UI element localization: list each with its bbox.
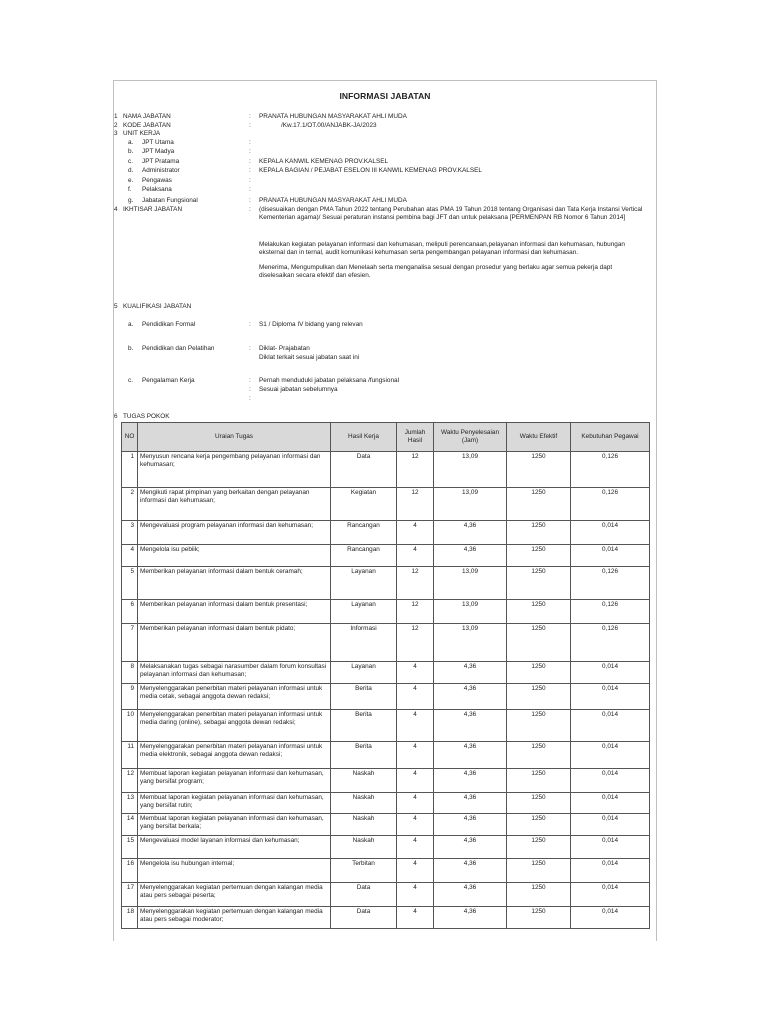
item-label: Pelaksana xyxy=(142,186,172,193)
item-letter: f. xyxy=(128,186,132,193)
task-waktu-efektif: 1250 xyxy=(507,710,571,742)
item-letter: e. xyxy=(128,177,134,184)
column-header-waktu-efektif: Waktu Efektif xyxy=(507,423,571,452)
item-colon: : xyxy=(249,395,251,402)
task-hasil-kerja: Berita xyxy=(331,710,397,742)
column-header-waktu-penyelesaian: Waktu Penyelesaian (Jam) xyxy=(434,423,507,452)
task-description: Menyelenggarakan penerbitan materi pelayanan informasi untuk media elektronik, sebagai anggota dewan redaksi; xyxy=(138,742,331,769)
task-jumlah-hasil: 4 xyxy=(397,793,434,814)
item-label: JPT Pratama xyxy=(142,158,180,165)
task-waktu-efektif: 1250 xyxy=(507,769,571,793)
task-hasil-kerja: Layanan xyxy=(331,662,397,684)
item-letter: g. xyxy=(128,197,134,204)
table-row xyxy=(122,488,650,521)
task-jumlah-hasil: 4 xyxy=(397,742,434,769)
field-label: KODE JABATAN xyxy=(123,122,171,129)
item-letter: a. xyxy=(128,321,134,328)
task-waktu-penyelesaian: 13,09 xyxy=(434,452,507,488)
task-waktu-penyelesaian: 4,36 xyxy=(434,769,507,793)
task-jumlah-hasil: 12 xyxy=(397,624,434,662)
ikhtisar-paragraph-2: Melakukan kegiatan pelayanan informasi dan kehumasan, meliputi perencanaan,pelayanan informasi dan kehumasan, hubungan eksternal dan in ternal, audit komunikasi kehumasan serta pengembangan pelayanan informasi dan kehumasan. xyxy=(259,241,625,256)
task-waktu-penyelesaian: 4,36 xyxy=(434,521,507,545)
task-jumlah-hasil: 4 xyxy=(397,859,434,883)
table-row xyxy=(122,814,650,836)
table-row xyxy=(122,452,650,488)
task-waktu-efektif: 1250 xyxy=(507,567,571,600)
task-kebutuhan-pegawai: 0,014 xyxy=(571,545,650,567)
task-no: 2 xyxy=(122,488,138,521)
task-waktu-efektif: 1250 xyxy=(507,488,571,521)
task-description: Mengelola isu pebiik; xyxy=(138,545,331,567)
task-no: 15 xyxy=(122,836,138,859)
task-waktu-efektif: 1250 xyxy=(507,793,571,814)
task-hasil-kerja: Berita xyxy=(331,742,397,769)
task-waktu-efektif: 1250 xyxy=(507,545,571,567)
table-row xyxy=(122,567,650,600)
task-no: 17 xyxy=(122,883,138,907)
task-kebutuhan-pegawai: 0,014 xyxy=(571,836,650,859)
item-colon: : xyxy=(249,345,251,352)
task-description: Menyusun rencana kerja pengembang pelayanan informasi dan kehumasan; xyxy=(138,452,331,488)
task-no: 6 xyxy=(122,600,138,624)
task-description: Mengikuti rapat pimpinan yang berkaitan dengan pelayanan informasi dan kehumasan; xyxy=(138,488,331,521)
task-description: Membuat laporan kegiatan pelayanan informasi dan kehumasan, yang bersifat berkala; xyxy=(138,814,331,836)
task-waktu-penyelesaian: 4,36 xyxy=(434,836,507,859)
field-number: 2 xyxy=(114,122,118,129)
item-colon: : xyxy=(249,167,251,174)
task-description: Mengevaluasi program pelayanan informasi dan kehumasan; xyxy=(138,521,331,545)
task-kebutuhan-pegawai: 0,014 xyxy=(571,742,650,769)
item-label: Administrator xyxy=(142,167,180,174)
task-hasil-kerja: Berita xyxy=(331,684,397,710)
task-jumlah-hasil: 12 xyxy=(397,600,434,624)
field-number: 4 xyxy=(114,206,118,213)
field-colon: : xyxy=(249,122,251,129)
table-row xyxy=(122,684,650,710)
item-value: S1 / Diploma IV bidang yang relevan xyxy=(259,321,363,328)
table-row xyxy=(122,600,650,624)
item-value: KEPALA BAGIAN / PEJABAT ESELON III KANWIL KEMENAG PROV.KALSEL xyxy=(259,167,482,174)
item-label: JPT Madya xyxy=(142,148,175,155)
task-hasil-kerja: Layanan xyxy=(331,600,397,624)
task-hasil-kerja: Data xyxy=(331,883,397,907)
item-label: Jabatan Fungsional xyxy=(142,197,198,204)
task-description: Memberikan pelayanan informasi dalam bentuk pidato; xyxy=(138,624,331,662)
task-jumlah-hasil: 4 xyxy=(397,814,434,836)
task-kebutuhan-pegawai: 0,014 xyxy=(571,662,650,684)
task-hasil-kerja: Terbitan xyxy=(331,859,397,883)
task-no: 8 xyxy=(122,662,138,684)
task-jumlah-hasil: 4 xyxy=(397,769,434,793)
item-colon: : xyxy=(249,321,251,328)
task-jumlah-hasil: 4 xyxy=(397,710,434,742)
task-description: Memberikan pelayanan informasi dalam bentuk ceramah; xyxy=(138,567,331,600)
task-hasil-kerja: Naskah xyxy=(331,836,397,859)
table-row xyxy=(122,883,650,907)
field-label: KUALIFIKASI JABATAN xyxy=(123,303,192,310)
task-description: Menyelenggarakan penerbitan materi pelayanan informasi untuk media cetak, sebagai anggota dewan redaksi; xyxy=(138,684,331,710)
task-kebutuhan-pegawai: 0,014 xyxy=(571,859,650,883)
table-row xyxy=(122,793,650,814)
task-kebutuhan-pegawai: 0,014 xyxy=(571,684,650,710)
item-letter: c. xyxy=(128,158,133,165)
item-label: Pendidikan dan Pelatihan xyxy=(142,345,215,352)
task-description: Menyelenggarakan kegiatan pertemuan dengan kalangan media atau pers sebagai peserta; xyxy=(138,883,331,907)
item-label: Pendidikan Formal xyxy=(142,321,196,328)
task-jumlah-hasil: 12 xyxy=(397,567,434,600)
item-colon: : xyxy=(249,158,251,165)
task-waktu-efektif: 1250 xyxy=(507,883,571,907)
task-hasil-kerja: Naskah xyxy=(331,793,397,814)
task-waktu-efektif: 1250 xyxy=(507,859,571,883)
ikhtisar-paragraph-1: (disesuaikan dengan PMA Tahun 2022 tentang Perubahan atas PMA 19 Tahun 2018 tentang Organisasi dan Tata Kerja Instansi Vertical Kementerian agama)/ Sesuai peraturan instansi pembina bagi JFT dan untuk pelaksana [PERMENPAN RB Nomor 6 Tahun 2014] xyxy=(259,206,643,221)
task-no: 14 xyxy=(122,814,138,836)
task-hasil-kerja: Informasi xyxy=(331,624,397,662)
table-row xyxy=(122,859,650,883)
item-colon: : xyxy=(249,186,251,193)
task-hasil-kerja: Data xyxy=(331,452,397,488)
task-no: 16 xyxy=(122,859,138,883)
task-no: 1 xyxy=(122,452,138,488)
task-jumlah-hasil: 12 xyxy=(397,488,434,521)
task-jumlah-hasil: 4 xyxy=(397,521,434,545)
task-waktu-penyelesaian: 4,36 xyxy=(434,883,507,907)
task-waktu-penyelesaian: 13,09 xyxy=(434,488,507,521)
item-colon: : xyxy=(249,377,251,384)
field-value: /Kw.17.1/OT.00/ANJABK-JA/2023 xyxy=(281,122,377,129)
document-page xyxy=(113,80,657,941)
document-title: INFORMASI JABATAN xyxy=(339,91,431,101)
task-no: 13 xyxy=(122,793,138,814)
task-hasil-kerja: Kegiatan xyxy=(331,488,397,521)
task-jumlah-hasil: 4 xyxy=(397,662,434,684)
task-waktu-penyelesaian: 4,36 xyxy=(434,859,507,883)
task-jumlah-hasil: 4 xyxy=(397,836,434,859)
task-description: Mengevaluasi model layanan informasi dan kehumasan; xyxy=(138,836,331,859)
table-row xyxy=(122,742,650,769)
task-description: Membuat laporan kegiatan pelayanan informasi dan kehumasan, yang bersifat rutin; xyxy=(138,793,331,814)
task-description: Membuat laporan kegiatan pelayanan informasi dan kehumasan, yang bersifat program; xyxy=(138,769,331,793)
task-waktu-efektif: 1250 xyxy=(507,814,571,836)
task-waktu-penyelesaian: 4,36 xyxy=(434,710,507,742)
task-kebutuhan-pegawai: 0,126 xyxy=(571,600,650,624)
task-hasil-kerja: Rancangan xyxy=(331,521,397,545)
task-description: Menyelenggarakan kegiatan pertemuan dengan kalangan media atau pers sebagai moderator; xyxy=(138,907,331,929)
task-description: Mengelola isu hubungan internal; xyxy=(138,859,331,883)
ikhtisar-paragraph-3: Menerima, Mengumpulkan dan Menelaah serta menganalisa sesual dengan prosedur yang berlaku agar semua pekerja dapt diselesaikan secara efektif dan efesien. xyxy=(259,264,613,279)
task-kebutuhan-pegawai: 0,126 xyxy=(571,624,650,662)
task-kebutuhan-pegawai: 0,014 xyxy=(571,814,650,836)
task-waktu-efektif: 1250 xyxy=(507,624,571,662)
task-kebutuhan-pegawai: 0,014 xyxy=(571,883,650,907)
item-label: Pengawas xyxy=(142,177,172,184)
field-label: NAMA JABATAN xyxy=(123,113,171,120)
task-no: 11 xyxy=(122,742,138,769)
task-description: Memberikan pelayanan informasi dalam bentuk presentasi; xyxy=(138,600,331,624)
task-kebutuhan-pegawai: 0,126 xyxy=(571,488,650,521)
item-letter: c. xyxy=(128,377,133,384)
task-no: 10 xyxy=(122,710,138,742)
task-no: 3 xyxy=(122,521,138,545)
field-label: UNIT KERJA xyxy=(123,130,161,137)
table-row xyxy=(122,769,650,793)
task-no: 12 xyxy=(122,769,138,793)
task-description: Melaksanakan tugas sebagai narasumber dalam forum konsultasi pelayanan informasi dan kehumasan; xyxy=(138,662,331,684)
item-colon: : xyxy=(249,148,251,155)
task-waktu-efektif: 1250 xyxy=(507,521,571,545)
item-colon: : xyxy=(249,386,251,393)
task-waktu-efektif: 1250 xyxy=(507,452,571,488)
task-waktu-penyelesaian: 4,36 xyxy=(434,545,507,567)
task-kebutuhan-pegawai: 0,014 xyxy=(571,710,650,742)
item-label: Pengalaman Kerja xyxy=(142,377,195,384)
item-letter: b. xyxy=(128,148,134,155)
task-kebutuhan-pegawai: 0,126 xyxy=(571,567,650,600)
column-header-uraian-tugas: Uraian Tugas xyxy=(138,423,331,452)
task-waktu-efektif: 1250 xyxy=(507,742,571,769)
task-hasil-kerja: Layanan xyxy=(331,567,397,600)
field-number: 5 xyxy=(114,303,118,310)
task-waktu-efektif: 1250 xyxy=(507,836,571,859)
task-hasil-kerja: Data xyxy=(331,907,397,929)
task-no: 9 xyxy=(122,684,138,710)
field-value: PRANATA HUBUNGAN MASYARAKAT AHLI MUDA xyxy=(259,113,407,120)
task-hasil-kerja: Rancangan xyxy=(331,545,397,567)
task-kebutuhan-pegawai: 0,014 xyxy=(571,769,650,793)
field-number: 6 xyxy=(114,413,118,420)
item-value: Diklat- Prajabatan xyxy=(259,345,310,352)
table-row xyxy=(122,545,650,567)
task-kebutuhan-pegawai: 0,014 xyxy=(571,521,650,545)
task-waktu-penyelesaian: 4,36 xyxy=(434,814,507,836)
task-waktu-penyelesaian: 13,09 xyxy=(434,567,507,600)
task-waktu-penyelesaian: 4,36 xyxy=(434,907,507,929)
task-no: 5 xyxy=(122,567,138,600)
item-colon: : xyxy=(249,139,251,146)
task-jumlah-hasil: 4 xyxy=(397,545,434,567)
task-jumlah-hasil: 4 xyxy=(397,684,434,710)
tugas-pokok-table-body xyxy=(122,452,650,929)
task-no: 18 xyxy=(122,907,138,929)
item-value: Sesuai jabatan sebelumnya xyxy=(259,386,338,393)
task-waktu-penyelesaian: 13,09 xyxy=(434,600,507,624)
task-jumlah-hasil: 4 xyxy=(397,907,434,929)
table-row xyxy=(122,521,650,545)
column-header-kebutuhan-pegawai: Kebutuhan Pegawai xyxy=(571,423,650,452)
task-waktu-penyelesaian: 4,36 xyxy=(434,662,507,684)
task-kebutuhan-pegawai: 0,014 xyxy=(571,793,650,814)
item-letter: d. xyxy=(128,167,134,174)
field-number: 3 xyxy=(114,130,118,137)
table-row xyxy=(122,907,650,929)
task-waktu-penyelesaian: 4,36 xyxy=(434,793,507,814)
item-colon: : xyxy=(249,177,251,184)
column-header-jumlah-hasil: Jumlah Hasil xyxy=(397,423,434,452)
task-waktu-efektif: 1250 xyxy=(507,600,571,624)
field-label: TUGAS POKOK xyxy=(123,413,170,420)
task-jumlah-hasil: 12 xyxy=(397,452,434,488)
column-header-hasil-kerja: Hasil Kerja xyxy=(331,423,397,452)
task-description: Menyelenggarakan penerbitan materi pelayanan informasi untuk media daring (online), sebagai anggota dewan redaksi; xyxy=(138,710,331,742)
task-waktu-penyelesaian: 4,36 xyxy=(434,742,507,769)
item-value: KEPALA KANWIL KEMENAG PROV.KALSEL xyxy=(259,158,389,165)
table-row xyxy=(122,836,650,859)
task-waktu-efektif: 1250 xyxy=(507,907,571,929)
task-kebutuhan-pegawai: 0,014 xyxy=(571,907,650,929)
kualifikasi-pelatihan-value-2: Diklat terkait sesuai jabatan saat ini xyxy=(259,354,360,361)
task-waktu-penyelesaian: 13,09 xyxy=(434,624,507,662)
field-colon: : xyxy=(249,206,251,213)
column-header-no: NO xyxy=(122,423,138,452)
table-row xyxy=(122,662,650,684)
task-jumlah-hasil: 4 xyxy=(397,883,434,907)
task-waktu-penyelesaian: 4,36 xyxy=(434,684,507,710)
task-kebutuhan-pegawai: 0,126 xyxy=(571,452,650,488)
tugas-pokok-table xyxy=(121,422,650,929)
item-letter: a. xyxy=(128,139,134,146)
field-colon: : xyxy=(249,113,251,120)
item-value: Pernah menduduki jabatan pelaksana /fungsional xyxy=(259,377,399,384)
item-label: JPT Utama xyxy=(142,139,174,146)
table-row xyxy=(122,710,650,742)
item-value: PRANATA HUBUNGAN MASYARAKAT AHLI MUDA xyxy=(259,197,407,204)
task-hasil-kerja: Naskah xyxy=(331,769,397,793)
task-waktu-efektif: 1250 xyxy=(507,662,571,684)
task-waktu-efektif: 1250 xyxy=(507,684,571,710)
field-number: 1 xyxy=(114,113,118,120)
item-colon: : xyxy=(249,197,251,204)
task-hasil-kerja: Naskah xyxy=(331,814,397,836)
table-header-row xyxy=(122,423,650,452)
table-row xyxy=(122,624,650,662)
task-no: 7 xyxy=(122,624,138,662)
field-label: IKHTISAR JABATAN xyxy=(123,206,183,213)
item-letter: b. xyxy=(128,345,134,352)
task-no: 4 xyxy=(122,545,138,567)
